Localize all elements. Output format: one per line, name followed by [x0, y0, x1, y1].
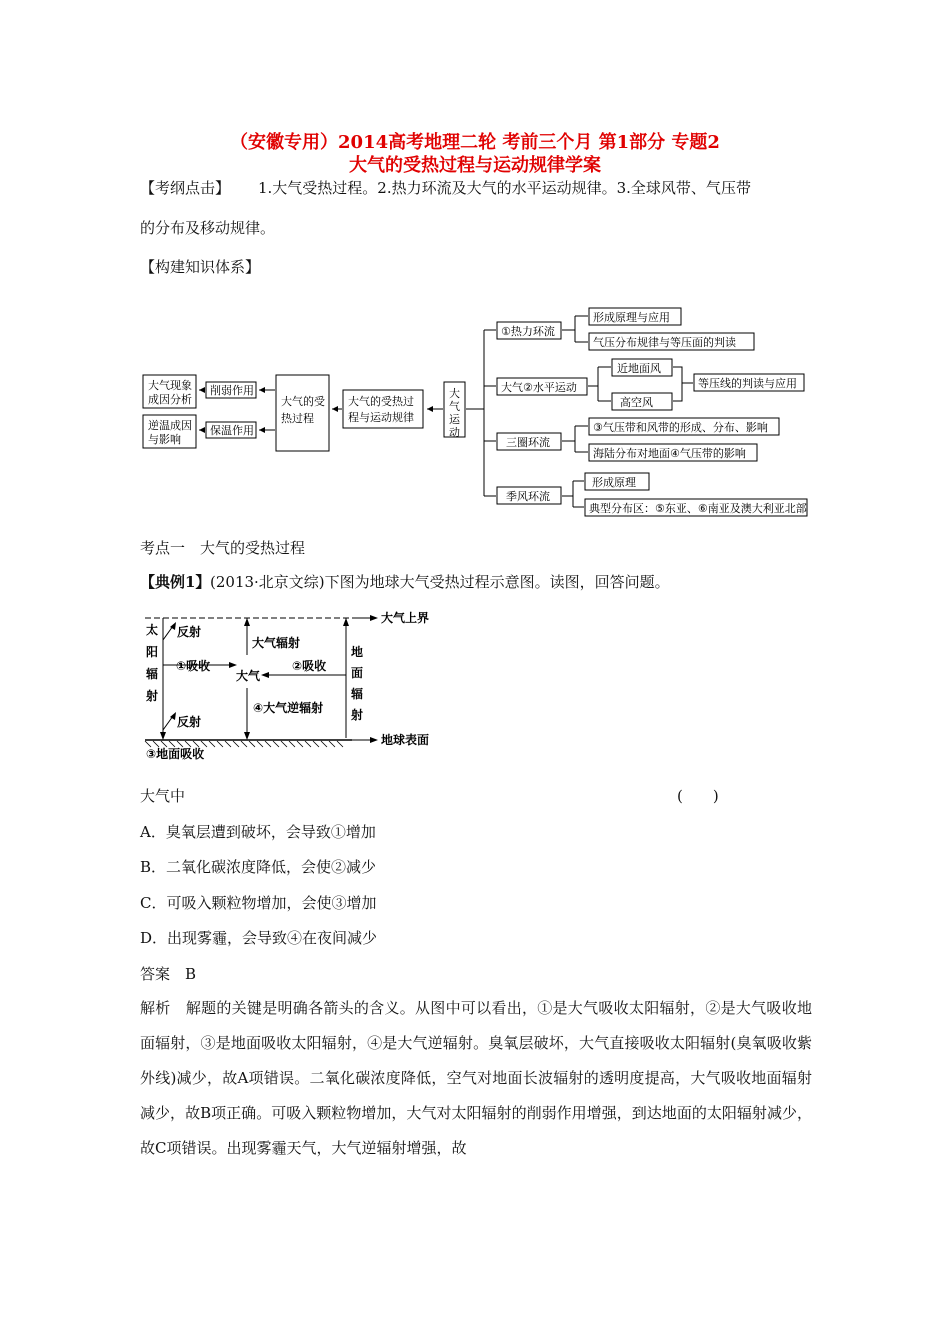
mm-b1a: 形成原理与应用 [593, 311, 670, 324]
mm-b2b: 高空风 [620, 396, 653, 409]
title-line-1: （安徽专用）2014高考地理二轮 考前三个月 第1部分 专题2 [230, 132, 720, 153]
mm-b1b: 气压分布规律与等压面的判读 [593, 336, 736, 349]
mm-motion-1: 大 [449, 387, 460, 400]
mm-phenomena-2: 成因分析 [148, 393, 192, 406]
mm-motion-2: 气 [449, 400, 460, 413]
option-d: D．出现雾霾，会导致④在夜间减少 [140, 929, 378, 947]
dg-ground-3: 辐 [351, 687, 364, 701]
mm-b2a: 近地面风 [617, 362, 661, 375]
mm-motion-4: 动 [449, 426, 460, 439]
mm-b4a: 形成原理 [592, 476, 636, 489]
mm-center-1: 大气的受热过 [348, 395, 414, 408]
mm-b2: 大气②水平运动 [501, 381, 577, 394]
dg-solar-2: 阳 [146, 645, 159, 659]
dg-solar-3: 辐 [146, 667, 159, 681]
example-label: 【典例1】 [140, 573, 211, 591]
title-line-2: 大气的受热过程与运动规律学案 [349, 155, 601, 176]
kaodian-heading: 考点一 大气的受热过程 [140, 539, 306, 557]
mm-b3: 三圈环流 [506, 436, 550, 449]
option-a: A．臭氧层遭到破坏，会导致①增加 [140, 823, 376, 841]
mm-weaken: 削弱作用 [210, 384, 254, 397]
dg-ground-abs: ③地面吸收 [146, 747, 205, 761]
mm-b4b: 典型分布区：⑤东亚、⑥南亚及澳大利亚北部 [589, 502, 807, 515]
option-b: B．二氧化碳浓度降低，会使②减少 [140, 858, 377, 876]
dg-top: 大气上界 [381, 611, 430, 625]
dg-atm-rad: 大气辐射 [252, 636, 301, 650]
kaogang-line-2: 的分布及移动规律。 [140, 219, 276, 237]
dg-reflect-2: 反射 [177, 715, 202, 729]
question-stem: 大气中 [140, 787, 186, 805]
option-c: C．可吸入颗粒物增加，会使③增加 [140, 894, 377, 912]
mm-heating-1: 大气的受 [281, 395, 325, 408]
question-paren: ( ) [677, 787, 719, 805]
mm-b3a: ③气压带和风带的形成、分布、影响 [593, 421, 768, 434]
analysis: 解析 解题的关键是明确各箭头的含义。从图中可以看出，①是大气吸收太阳辐射，②是大气吸收地面辐射，③是地面吸收太阳辐射，④是大气逆辐射。臭氧层破坏，大气直接吸收太阳辐射(臭氧吸收紫外线)减少，故A项错误。二氧化碳浓度降低，空气对地面长波辐射的透明度提高，大气吸收地面辐射减少，故B项正确。可吸入颗粒物增加，大气对太阳辐射的削弱作用增强，到达地面的太阳辐射减少，故C项错误。出现雾霾天气，大气逆辐射增强，故 [140, 999, 812, 1157]
dg-ground-4: 射 [351, 708, 364, 722]
dg-absorb-1: ①吸收 [176, 659, 211, 673]
mm-warming-2: 与影响 [148, 433, 181, 446]
dg-ground-1: 地 [351, 645, 364, 659]
mm-b2c: 等压线的判读与应用 [698, 377, 797, 390]
mm-b3b: 海陆分布对地面④气压带的影响 [593, 447, 746, 460]
dg-reflect-1: 反射 [177, 625, 202, 639]
kaogang-line-1: 1.大气受热过程。2.热力环流及大气的水平运动规律。3.全球风带、气压带 [258, 179, 751, 197]
mm-heating-2: 热过程 [281, 412, 314, 425]
mm-phenomena-1: 大气现象 [148, 379, 192, 392]
knowledge-heading: 【构建知识体系】 [140, 258, 261, 276]
dg-atm: 大气 [236, 669, 261, 683]
kaogang-label: 【考纲点击】 [140, 179, 231, 197]
mm-b4: 季风环流 [506, 490, 550, 503]
mm-center-2: 程与运动规律 [348, 411, 414, 424]
example-text: (2013·北京文综)下图为地球大气受热过程示意图。读图，回答问题。 [210, 573, 670, 591]
dg-solar-1: 太 [146, 623, 159, 637]
dg-counter: ④大气逆辐射 [253, 701, 324, 715]
mm-b1: ①热力环流 [501, 325, 555, 338]
dg-absorb-2: ②吸收 [292, 659, 327, 673]
answer: 答案 B [140, 965, 197, 983]
mm-warming-1: 逆温成因 [148, 419, 192, 432]
mm-insulate: 保温作用 [210, 424, 254, 437]
dg-solar-4: 射 [146, 689, 159, 703]
dg-ground-2: 面 [351, 666, 364, 680]
dg-bottom: 地球表面 [381, 733, 430, 747]
mm-motion-3: 运 [449, 413, 460, 426]
